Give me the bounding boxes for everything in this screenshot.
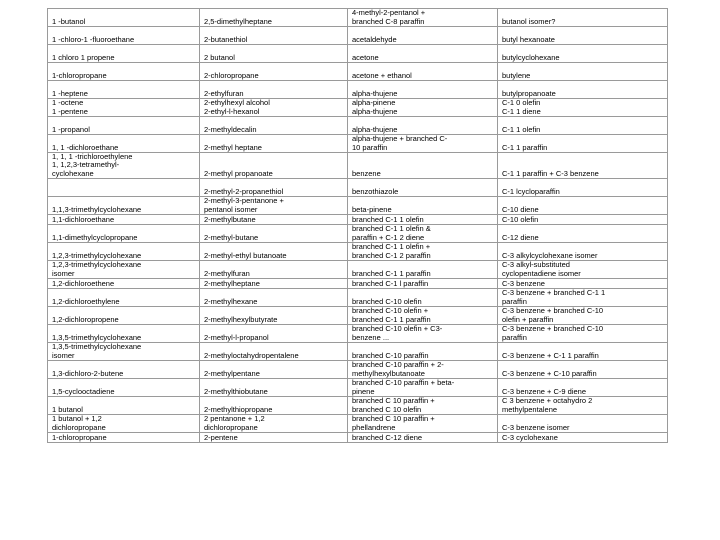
table-cell: alpha-thujene xyxy=(348,117,498,135)
table-row xyxy=(48,9,668,27)
table-cell: butylpropanoate xyxy=(498,81,668,99)
table-cell: branched C 10 paraffin + branched C 10 olefin xyxy=(348,397,498,415)
table-cell: C-3 benzene + C-10 paraffin xyxy=(498,361,668,379)
table-cell: 1, 1, 1 -trichloroethylene 1, 1,2,3-tetramethyl- cyclohexane xyxy=(48,153,200,179)
table-cell: C-1 1 paraffin xyxy=(498,135,668,153)
table-cell: C-3 alkylcyclohexane isomer xyxy=(498,243,668,261)
table-row xyxy=(48,361,668,379)
table-cell: C-3 benzene + branched C-10 olefin + paraffin xyxy=(498,307,668,325)
table-cell: C-3 benzene xyxy=(498,279,668,289)
table-cell: branched C-1 1 olefin + branched C-1 2 paraffin xyxy=(348,243,498,261)
table-cell: 1 butanol xyxy=(48,397,200,415)
table-cell: branched C-1 1 olefin xyxy=(348,215,498,225)
table-row xyxy=(48,433,668,443)
table-row xyxy=(48,117,668,135)
table-row xyxy=(48,225,668,243)
table-row xyxy=(48,243,668,261)
table-cell: branched C-10 paraffin xyxy=(348,343,498,361)
table-cell: 1,5-cyclooctadiene xyxy=(48,379,200,397)
table-cell: acetone + ethanol xyxy=(348,63,498,81)
table-cell: 2-methylfuran xyxy=(200,261,348,279)
table-cell: 1 chloro 1 propene xyxy=(48,45,200,63)
table-cell: benzene xyxy=(348,153,498,179)
table-cell: 2-methylhexane xyxy=(200,289,348,307)
table-cell: alpha-thujene + branched C- 10 paraffin xyxy=(348,135,498,153)
table-row xyxy=(48,379,668,397)
table-cell: 2-methyl heptane xyxy=(200,135,348,153)
table-row xyxy=(48,397,668,415)
table-cell: 2-pentene xyxy=(200,433,348,443)
table-cell: branched C-10 olefin + C3- benzene ... xyxy=(348,325,498,343)
table-cell: 1 -butanol xyxy=(48,9,200,27)
table-row xyxy=(48,261,668,279)
table-cell: alpha-thujene xyxy=(348,81,498,99)
table-row xyxy=(48,307,668,325)
table-row xyxy=(48,153,668,179)
table-cell: 2-methyl-ethyl butanoate xyxy=(200,243,348,261)
table-cell: 2-methylbutane xyxy=(200,215,348,225)
table-cell: 2-methyldecalin xyxy=(200,117,348,135)
table-cell: 1,3-dichloro-2-butene xyxy=(48,361,200,379)
table-row xyxy=(48,343,668,361)
table-cell: beta-pinene xyxy=(348,197,498,215)
table-cell: 2-butanethiol xyxy=(200,27,348,45)
table-cell: branched C-1 1 paraffin xyxy=(348,261,498,279)
table-cell: 2,5-dimethylheptane xyxy=(200,9,348,27)
table-cell: 2-methyl-2-propanethiol xyxy=(200,179,348,197)
table-cell: C-1 0 olefin C-1 1 diene xyxy=(498,99,668,117)
table-cell: 2-methylthiobutane xyxy=(200,379,348,397)
table-row xyxy=(48,179,668,197)
table-cell: C-10 diene xyxy=(498,197,668,215)
table-cell: 2-methyl-3-pentanone + pentanol isomer xyxy=(200,197,348,215)
table-row xyxy=(48,63,668,81)
table-cell: 1,2-dichloroethene xyxy=(48,279,200,289)
table-cell: benzothiazole xyxy=(348,179,498,197)
table-cell: C-12 diene xyxy=(498,225,668,243)
table-cell: branched C-1 1 olefin & paraffin + C-1 2 diene xyxy=(348,225,498,243)
table-row xyxy=(48,215,668,225)
table-cell: C-3 benzene isomer xyxy=(498,415,668,433)
table-cell: C-10 olefin xyxy=(498,215,668,225)
table-cell: C-3 benzene + branched C-10 paraffin xyxy=(498,325,668,343)
table-cell: C-3 cyclohexane xyxy=(498,433,668,443)
table-row xyxy=(48,81,668,99)
table-cell: C-3 benzene + C-1 1 paraffin xyxy=(498,343,668,361)
table-cell: C-1 1 paraffin + C-3 benzene xyxy=(498,153,668,179)
table-cell: 2-ethylhexyl alcohol 2-ethyl-l-hexanol xyxy=(200,99,348,117)
table-cell: 2-methyl-butane xyxy=(200,225,348,243)
table-cell: 2-methyloctahydropentalene xyxy=(200,343,348,361)
table-cell: 4-methyl-2-pentanol + branched C-8 paraffin xyxy=(348,9,498,27)
table-cell: 1 -heptene xyxy=(48,81,200,99)
table-cell: acetone xyxy=(348,45,498,63)
table-cell: C 3 benzene + octahydro 2 methylpentalene xyxy=(498,397,668,415)
table-cell: branched C-10 paraffin + 2- methylhexylbutanoate xyxy=(348,361,498,379)
table-row xyxy=(48,99,668,117)
table-row xyxy=(48,197,668,215)
table-cell: branched C-10 olefin xyxy=(348,289,498,307)
table-cell: 2-ethylfuran xyxy=(200,81,348,99)
table-cell: 1, 1 -dichloroethane xyxy=(48,135,200,153)
table-cell: 2-chloropropane xyxy=(200,63,348,81)
table-cell: 2-methylthiopropane xyxy=(200,397,348,415)
table-cell: 1,2-dichloropropene xyxy=(48,307,200,325)
table-cell: branched C 10 paraffin + phellandrene xyxy=(348,415,498,433)
table-cell: branched C-10 olefin + branched C-1 1 paraffin xyxy=(348,307,498,325)
table-cell: acetaldehyde xyxy=(348,27,498,45)
table-cell: branched C-10 paraffin + beta- pinene xyxy=(348,379,498,397)
table-cell: 1 -chloro-1 -fluoroethane xyxy=(48,27,200,45)
table-cell: 1,3,5-trimethylcyclohexane isomer xyxy=(48,343,200,361)
table-cell: butylcyclohexane xyxy=(498,45,668,63)
table-cell: alpha-pinene alpha-thujene xyxy=(348,99,498,117)
table-row xyxy=(48,45,668,63)
table-cell: 1 butanol + 1,2 dichloropropane xyxy=(48,415,200,433)
table-cell: C-3 benzene + branched C-1 1 paraffin xyxy=(498,289,668,307)
table-cell: butylene xyxy=(498,63,668,81)
compound-table-sheet xyxy=(47,8,667,443)
table-cell: branched C-1 l paraffin xyxy=(348,279,498,289)
table-row xyxy=(48,325,668,343)
table-cell: 1 -propanol xyxy=(48,117,200,135)
table-cell: 2 butanol xyxy=(200,45,348,63)
table-cell: C-3 alkyl-substituted cyclopentadiene isomer xyxy=(498,261,668,279)
table-cell: C-1 1 olefin xyxy=(498,117,668,135)
table-cell: 1-chloropropane xyxy=(48,433,200,443)
table-cell: 1,1-dichloroethane xyxy=(48,215,200,225)
table-cell: butanol isomer? xyxy=(498,9,668,27)
table-row xyxy=(48,289,668,307)
table-cell: butyl hexanoate xyxy=(498,27,668,45)
table-row xyxy=(48,27,668,45)
table-cell: 1,2,3-trimethylcyclohexane xyxy=(48,243,200,261)
table-row xyxy=(48,135,668,153)
table-cell: 2 pentanone + 1,2 dichloropropane xyxy=(200,415,348,433)
table-cell: 2-methyl propanoate xyxy=(200,153,348,179)
table-cell: 2-methylhexylbutyrate xyxy=(200,307,348,325)
table-cell: 1,2,3-trimethylcyclohexane isomer xyxy=(48,261,200,279)
table-cell: 2-methylheptane xyxy=(200,279,348,289)
table-cell: 1,1,3-trimethylcyclohexane xyxy=(48,197,200,215)
table-row xyxy=(48,415,668,433)
table-cell: C-3 benzene + C-9 diene xyxy=(498,379,668,397)
table-cell: 1-chloropropane xyxy=(48,63,200,81)
table-cell: 2-methyl-l-propanol xyxy=(200,325,348,343)
table-cell: 1,2-dichloroethylene xyxy=(48,289,200,307)
table-row xyxy=(48,279,668,289)
compound-table xyxy=(47,8,668,443)
table-cell: 1,3,5-trimethylcyclohexane xyxy=(48,325,200,343)
table-cell: 1 -octene 1 -pentene xyxy=(48,99,200,117)
table-cell: C-1 lcycloparaffin xyxy=(498,179,668,197)
table-cell: 1,1-dimethylcyclopropane xyxy=(48,225,200,243)
table-cell xyxy=(48,179,200,197)
table-cell: branched C-12 diene xyxy=(348,433,498,443)
table-cell: 2-methylpentane xyxy=(200,361,348,379)
